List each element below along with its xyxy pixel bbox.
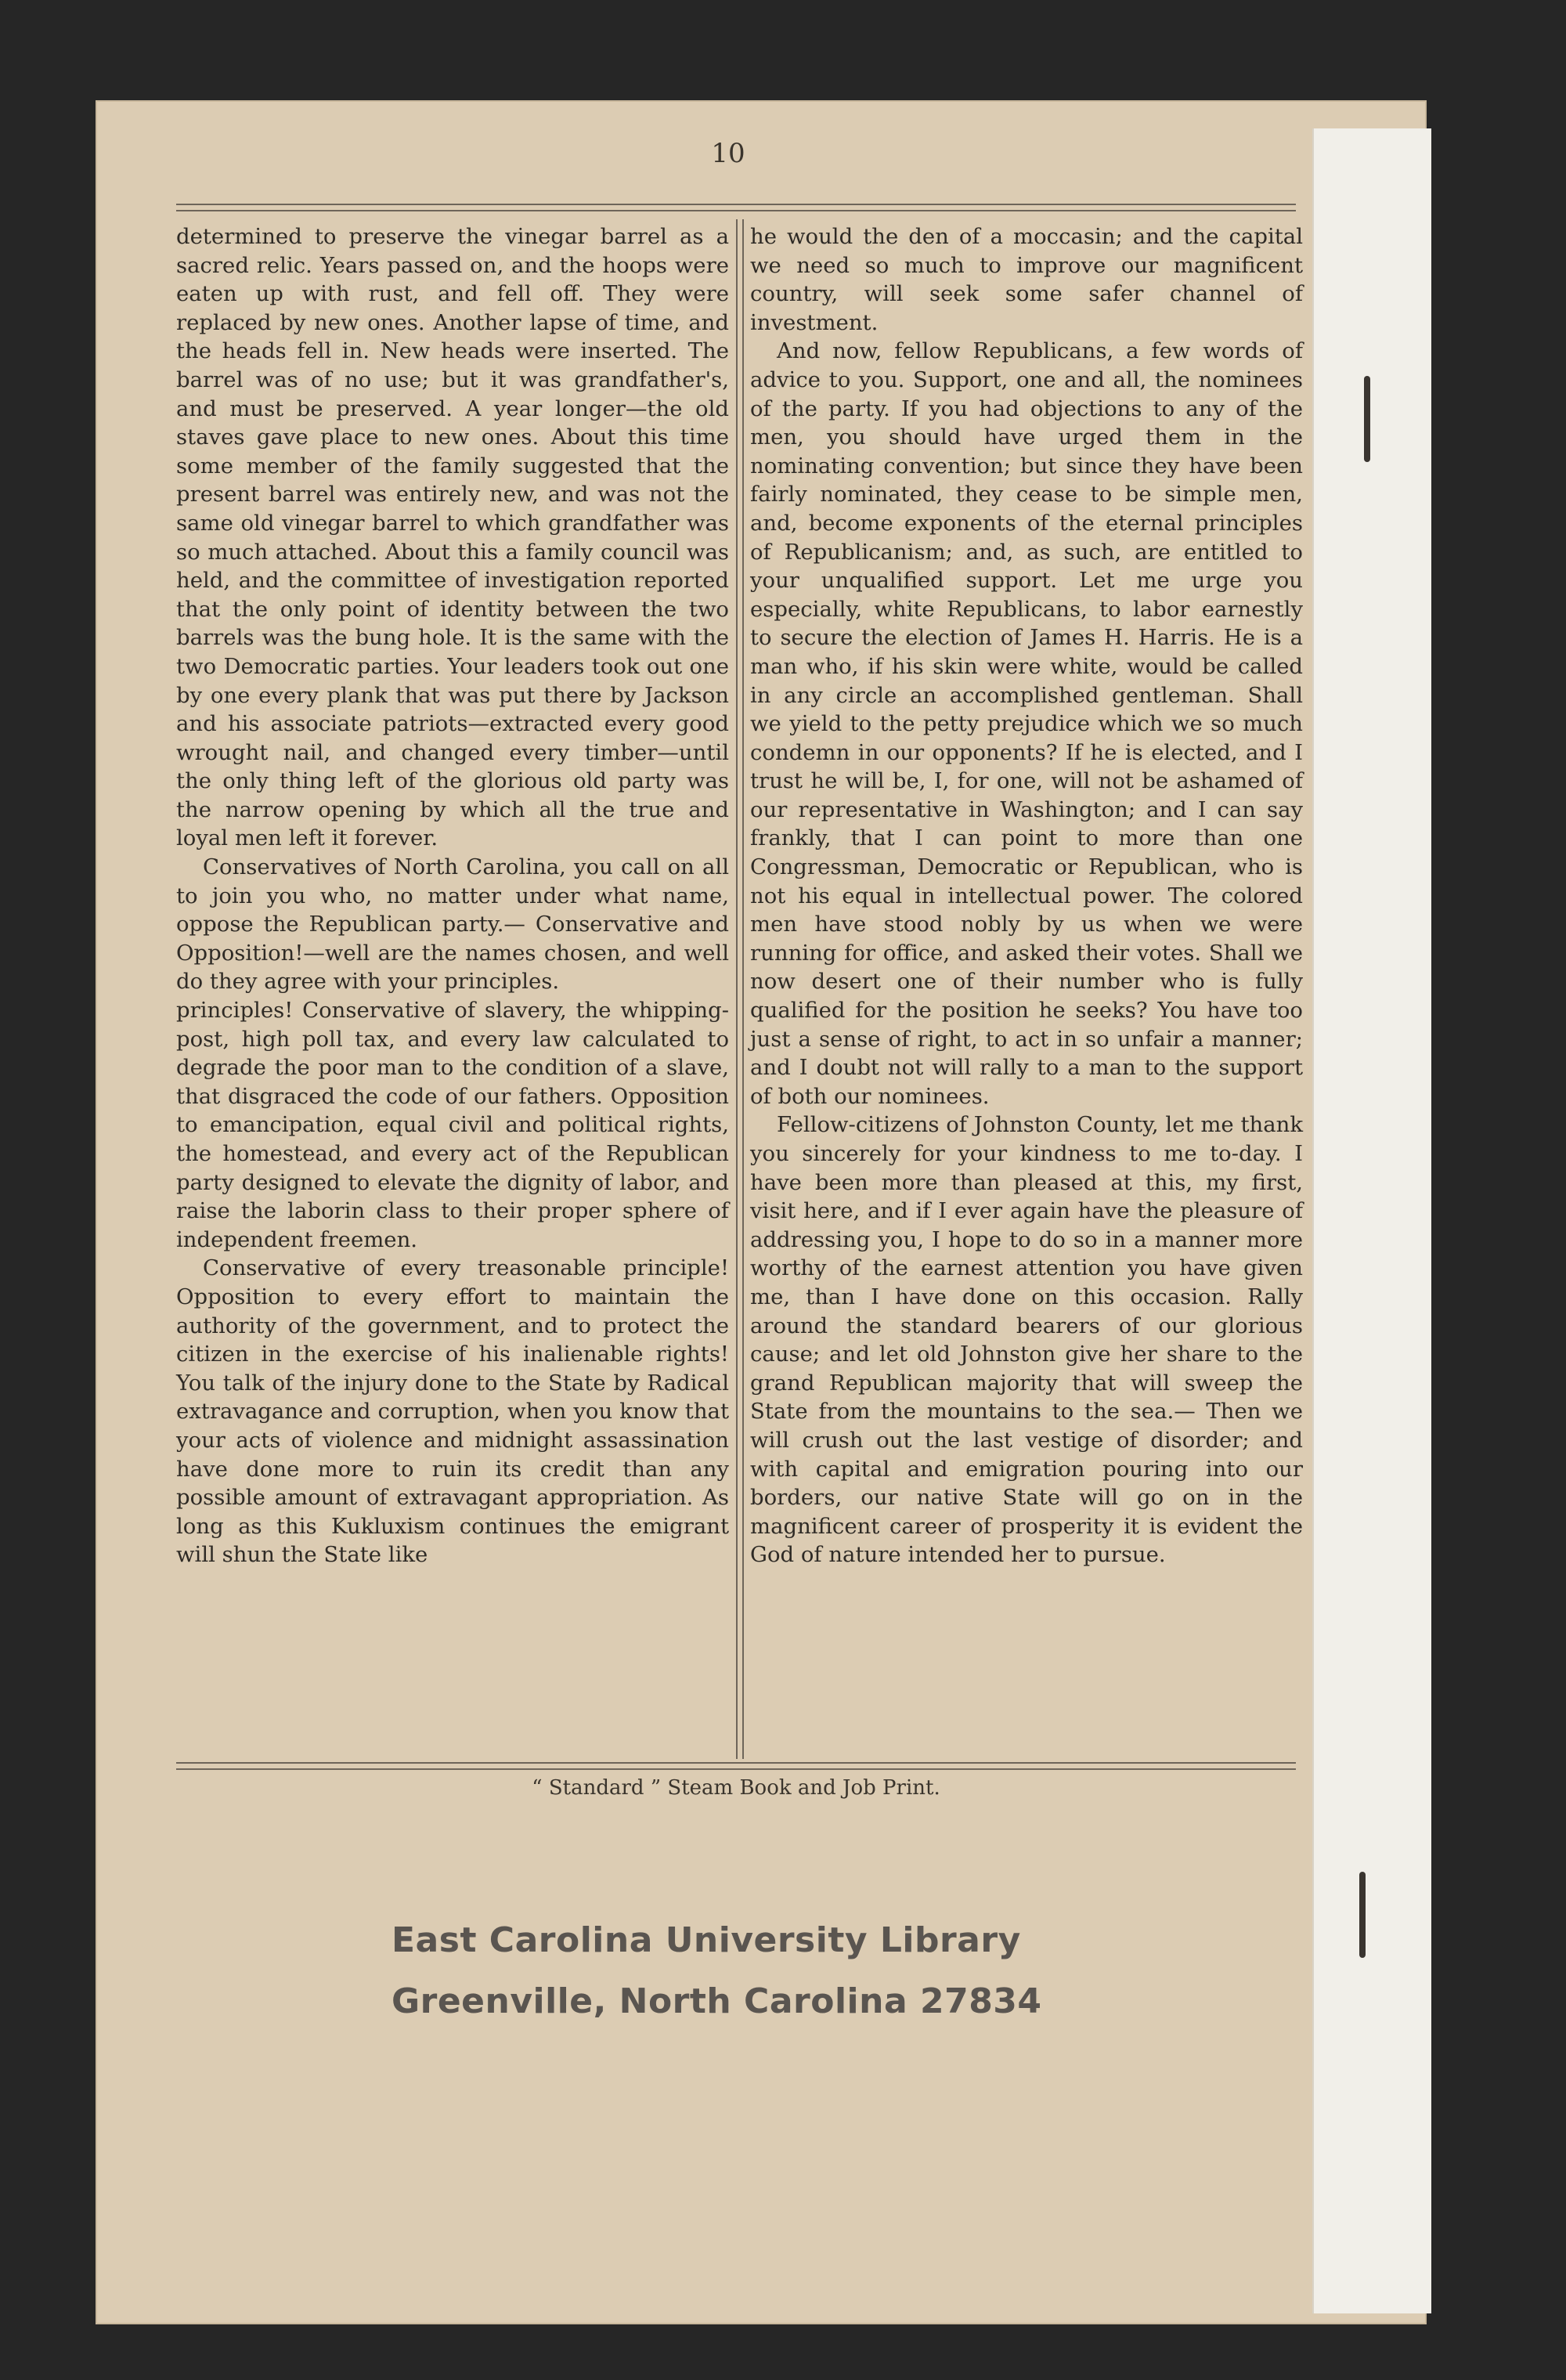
library-stamp-line1: East Carolina University Library (392, 1920, 1021, 1960)
paragraph: he would the den of a moccasin; and the capital we need so much to improve our magnificent country, will seek some safer channel of investment. (750, 224, 1303, 335)
top-rule (176, 204, 1296, 205)
paragraph: principles! Conservative of slavery, the whipping-post, high poll tax, and every law calculated to degrade the poor man to the condition of a slave, that disgraced the code of our fathers. Opposition to emancipation, equal civil and political rights, the homestead, and every act of the Republican party designed to elevate the dignity of labor, and raise the laborin class to their proper sphere of independent freemen. (176, 998, 729, 1252)
library-stamp-line2: Greenville, North Carolina 27834 (392, 1981, 1042, 2021)
top-rule (176, 210, 1296, 211)
paragraph: Conservative of every treasonable principle! Opposition to every effort to maintain the authority of the government, and to protect the citizen in the exercise of his inalienable rights! You talk of the injury done to the State by Radical extravagance and corruption, when you know that your acts of violence and midnight assassination have done more to ruin its credit than any possible amount of extravagant appropriation. As long as this Kukluxism continues the emigrant will shun the State like (176, 1255, 729, 1568)
bottom-rule (176, 1762, 1296, 1764)
paragraph: And now, fellow Republicans, a few words of advice to you. Support, one and all, the nominees of the party. If you had objections to any of the men, you should have urged them in the nominating convention; but since they have been fairly nominated, they cease to be simple men, and, become exponents of the eternal principles of Republicanism; and, as such, are entitled to your unqualified support. Let me urge you especially, white Republicans, to labor earnestly to secure the election of James H. Harris. He is a man who, if his skin were white, would be called in any circle an accomplished gentleman. Shall we yield to the petty prejudice which we so much condemn in our opponents? If he is elected, and I trust he will be, I, for one, will not be ashamed of our representative in Washington; and I can say frankly, that I can point to more than one Congressman, Democratic or Republican, who is not his equal in intellectual power. The colored men have stood nobly by us when we were running for office, and asked their votes. Shall we now desert one of their number who is fully qualified for the position he seeks? You have too just a sense of right, to act in so unfair a manner; and I doubt not will rally to a man to the support of both our nominees. (750, 338, 1303, 1109)
bottom-rule (176, 1768, 1296, 1770)
staple-mark (1359, 1872, 1366, 1958)
column-divider (736, 219, 744, 1759)
paragraph: Conservatives of North Carolina, you call on all to join you who, no matter under what name, oppose the Republican party.— Conservative and Opposition!—well are the names chosen, and well do they agree with your principles. (176, 854, 729, 995)
binding-strip (1312, 128, 1431, 2313)
paragraph: determined to preserve the vinegar barrel as a sacred relic. Years passed on, and the hoops were eaten up with rust, and fell off. They were replaced by new ones. Another lapse of time, and the heads fell in. New heads were inserted. The barrel was of no use; but it was grandfather's, and must be preserved. A year longer—the old staves gave place to new ones. About this time some member of the family suggested that the present barrel was entirely new, and was not the same old vinegar barrel to which grandfather was so much attached. About this a family council was held, and the committee of investigation reported that the only point of identity between the two barrels was the bung hole. It is the same with the two Democratic parties. Your leaders took out one by one every plank that was put there by Jackson and his associate patriots—extracted every good wrought nail, and changed every timber—until the only thing left of the glorious old party was the narrow opening by which all the true and loyal men left it forever. (176, 224, 729, 851)
paragraph: Fellow-citizens of Johnston County, let me thank you sincerely for your kindness to me to-day. I have been more than pleased at this, my first, visit here, and if I ever again have the pleasure of addressing you, I hope to do so in a manner more worthy of the earnest attention you have given me, than I have done on this occasion. Rally around the standard bearers of our glorious cause; and let old Johnston give her share to the grand Republican majority that will sweep the State from the mountains to the sea.— Then we will crush out the last vestige of disorder; and with capital and emigration pouring into our borders, our native State will go on in the magnificent career of prosperity it is evident the God of nature intended her to pursue. (750, 1112, 1303, 1568)
page-number: 10 (711, 138, 745, 169)
printer-imprint: “ Standard ” Steam Book and Job Print. (532, 1776, 940, 1800)
staple-mark (1364, 376, 1370, 462)
right-column (750, 222, 1303, 1569)
left-column (176, 222, 729, 1569)
